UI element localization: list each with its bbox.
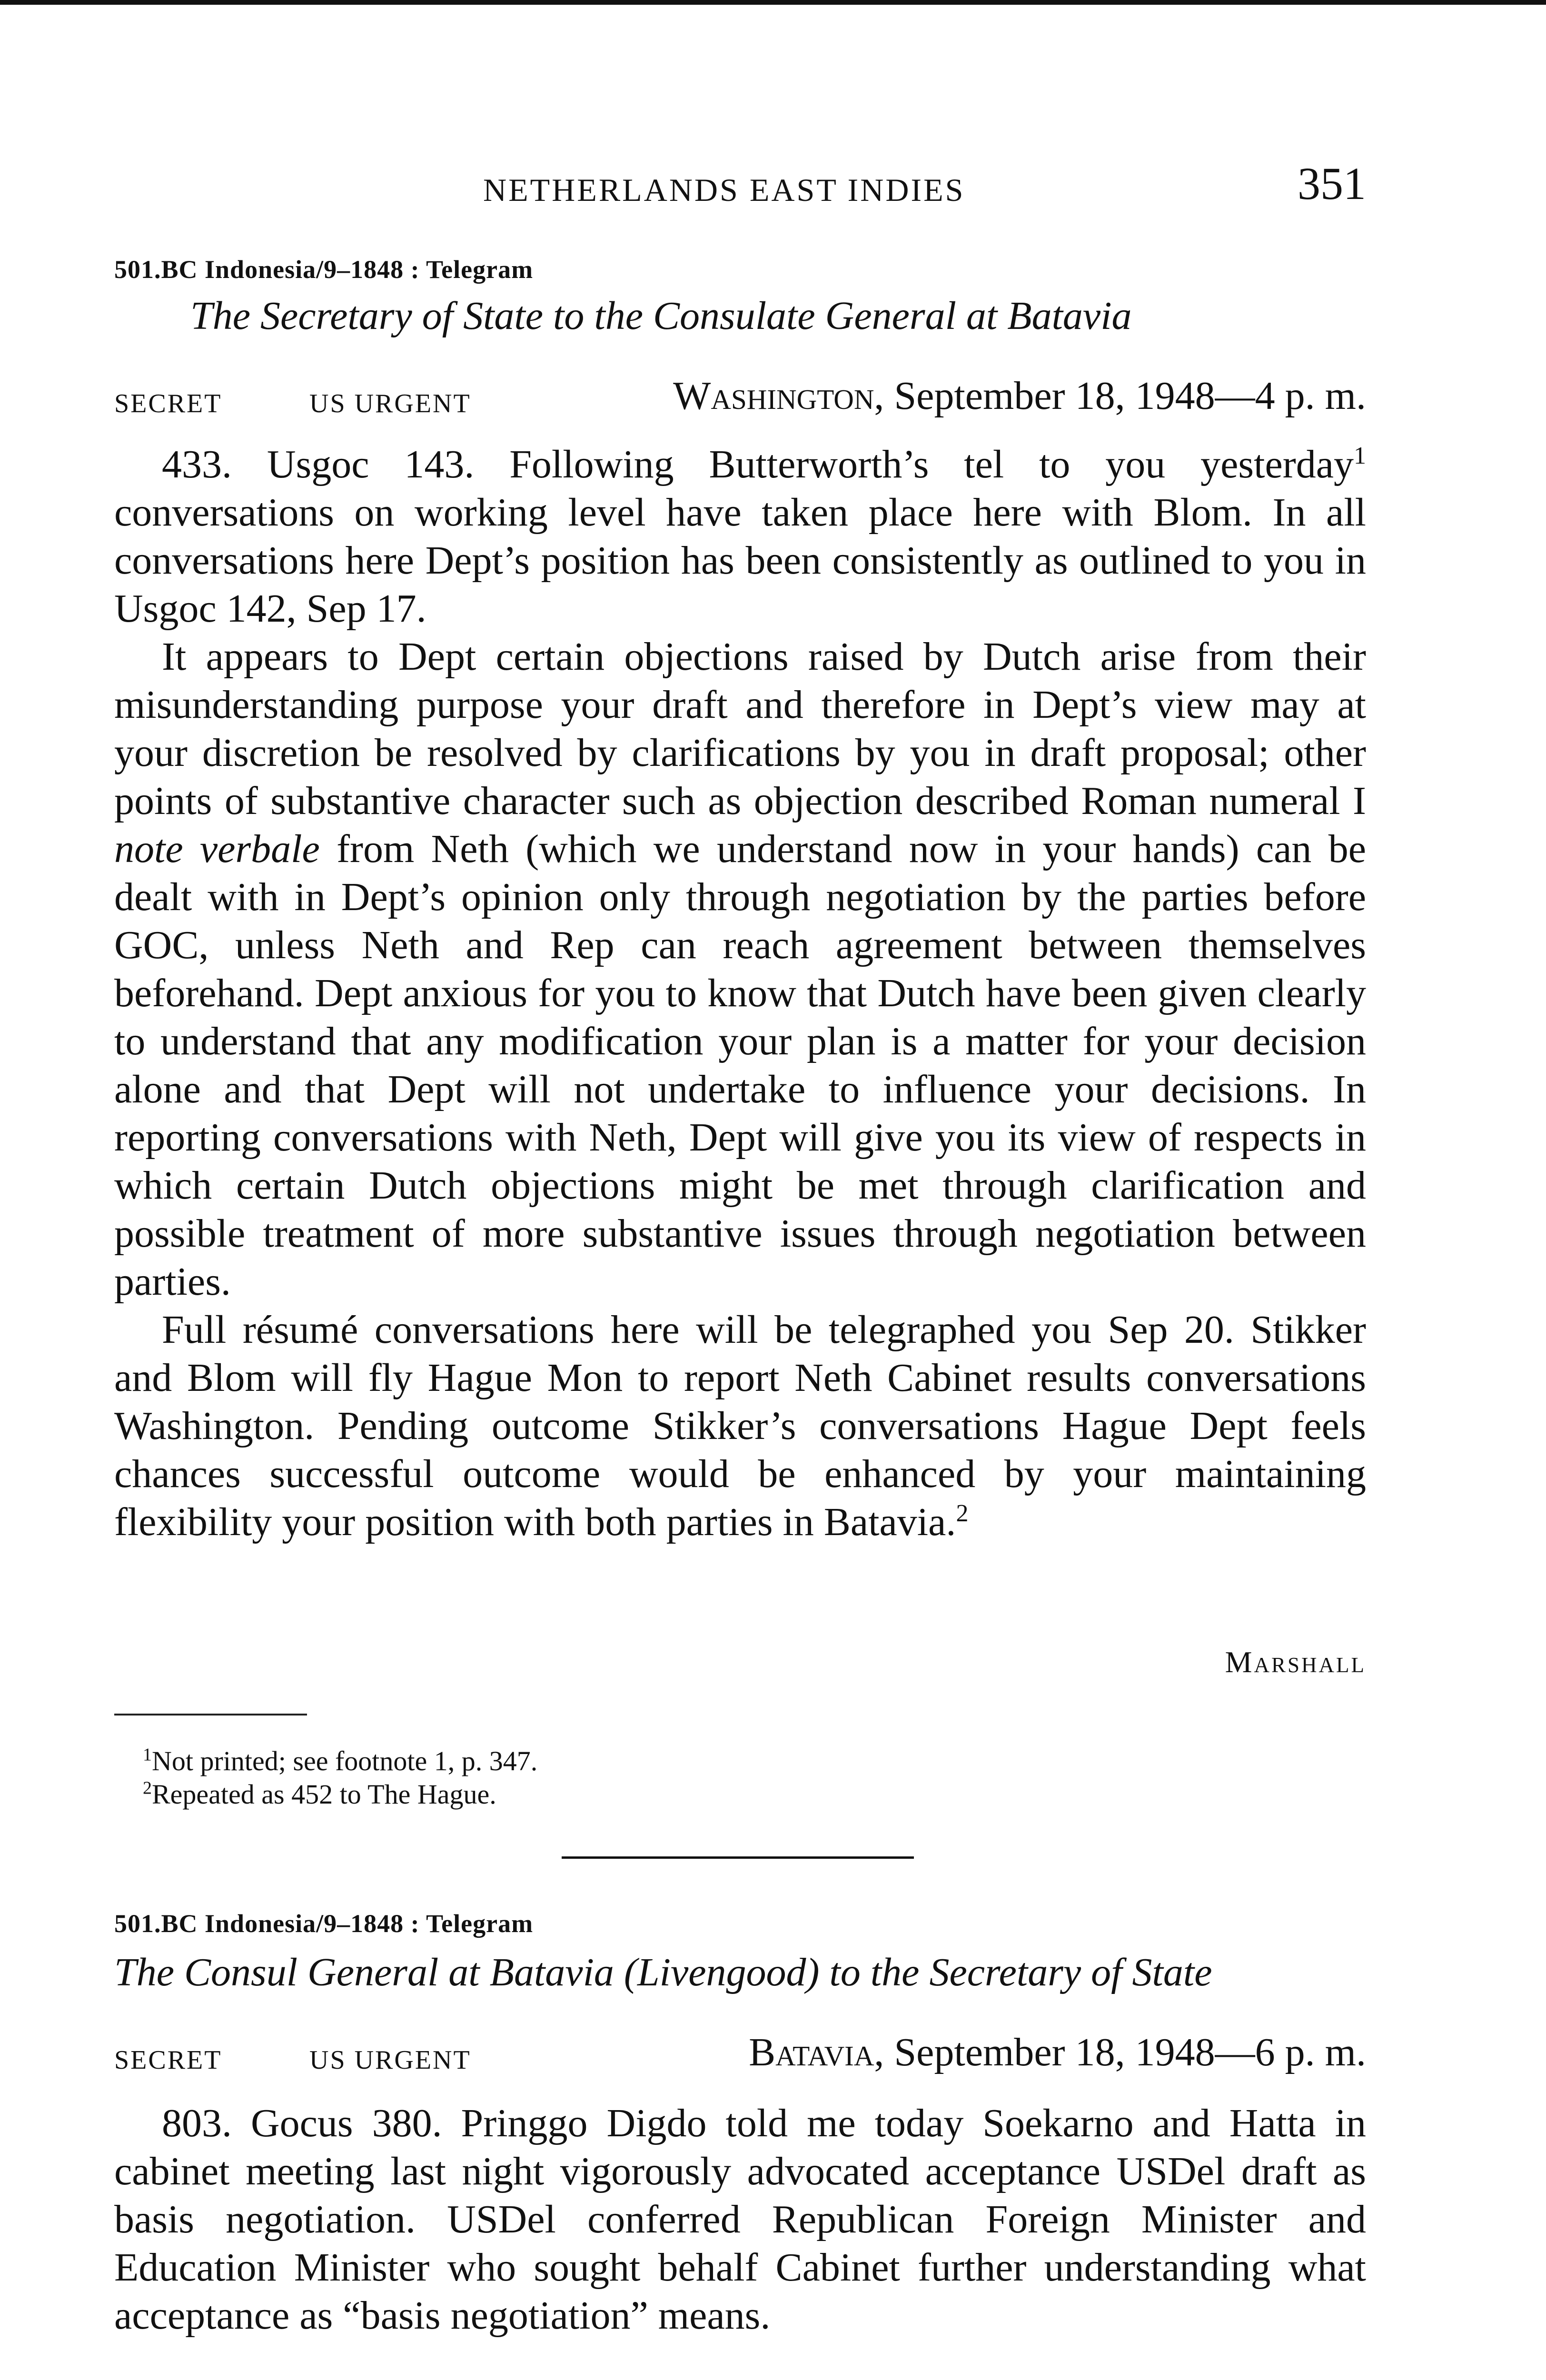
doc1-paragraph-3-text: Full résumé conversations here will be telegraphed you Sep 20. Stikker and Blom will fly Hague Mon to report Neth Cabinet results conversations Washington. Pending outcome Stikker’s conversations Hague Dept feels chances successful outcome would be enhanced by your maintaining flexibility your position with both parties in Batavia.: [114, 1308, 1366, 1544]
footnote-1-text: Not printed; see footnote 1, p. 347.: [152, 1745, 538, 1776]
doc2-file-reference: 501.BC Indonesia/9–1848 : Telegram: [114, 1909, 534, 1938]
doc1-title: The Secretary of State to the Consulate General at Batavia: [190, 294, 1132, 338]
doc1-paragraph-2: [114, 633, 1366, 1306]
top-border-rule: [0, 0, 1546, 5]
doc1-footnotes: [143, 1745, 1285, 1811]
doc1-paragraph-1-text-a: 433. Usgoc 143. Following Butterworth’s tel to you yesterday: [162, 442, 1354, 486]
doc2-place-date: [749, 2029, 1366, 2075]
doc2-dateline: [114, 2030, 1366, 2075]
doc2-classification: SECRET: [114, 2045, 222, 2075]
doc1-place-date: [673, 373, 1366, 419]
doc1-file-reference: 501.BC Indonesia/9–1848 : Telegram: [114, 255, 534, 284]
footnote-ref-2: 2: [956, 1500, 969, 1527]
doc1-dateline: [114, 376, 1366, 419]
doc1-paragraph-1-text-b: conversations on working level have taken place here with Blom. In all conversations here Dept’s position has been consistently as outlined to you in Usgoc 142, Sep 17.: [114, 490, 1366, 631]
doc1-classification: SECRET: [114, 389, 222, 418]
doc2-paragraph-1: 803. Gocus 380. Pringgo Digdo told me today Soekarno and Hatta in cabinet meeting last night vigorously advocated acceptance USDel draft as basis negotiation. USDel conferred Republican Foreign Minister and Education Minister who sought behalf Cabinet further understanding what acceptance as “basis negotiation” means.: [114, 2101, 1366, 2338]
doc2-priority: US URGENT: [309, 2045, 471, 2075]
footnote-ref-1: 1: [1354, 442, 1366, 469]
footnote-2: [143, 1778, 1285, 1811]
document-separator-rule: [562, 1856, 914, 1859]
doc1-paragraph-2-text-a: It appears to Dept certain objections raised by Dutch arise from their misunderstanding purpose your draft and therefore in Dept’s view may at your discretion be resolved by clarifications by you in draft proposal; other points of substantive character such as objection described Roman numeral I: [114, 635, 1366, 823]
doc1-date: September 18, 1948—4 p. m.: [884, 374, 1366, 418]
doc1-priority: US URGENT: [309, 389, 471, 418]
doc1-paragraph-1: [114, 440, 1366, 633]
doc1-body: [114, 440, 1366, 1546]
doc2-place: Batavia,: [749, 2030, 884, 2074]
footnote-1-mark: 1: [143, 1745, 152, 1765]
footnote-1: [143, 1745, 1285, 1778]
doc1-paragraph-2-text-b: from Neth (which we understand now in your hands) can be dealt with in Dept’s opinion only through negotiation by the parties before GOC, unless Neth and Rep can reach agreement between themselves beforehand. Dept anxious for you to know that Dutch have been given clearly to understand that any modification your plan is a matter for your decision alone and that Dept will not undertake to influence your decisions. In reporting conversations with Neth, Dept will give you its view of respects in which certain Dutch objections might be met through clarification and possible treatment of more substantive issues through negotiation between parties.: [114, 827, 1366, 1304]
doc1-note-verbale-italic: note verbale: [114, 827, 320, 871]
doc1-signature: Marshall: [1225, 1645, 1366, 1679]
doc2-body: [114, 2099, 1366, 2340]
doc1-place: Washington,: [673, 374, 884, 418]
doc2-title: The Consul General at Batavia (Livengood) to the Secretary of State: [114, 1950, 1212, 1994]
doc2-date: September 18, 1948—6 p. m.: [884, 2030, 1366, 2074]
footnote-2-text: Repeated as 452 to The Hague.: [152, 1779, 496, 1810]
footnote-rule: [114, 1714, 307, 1716]
doc1-paragraph-3: [114, 1306, 1366, 1546]
page-header: [114, 157, 1366, 214]
footnote-2-mark: 2: [143, 1778, 152, 1798]
running-head: NETHERLANDS EAST INDIES: [483, 172, 965, 208]
page-number: 351: [1298, 158, 1366, 209]
